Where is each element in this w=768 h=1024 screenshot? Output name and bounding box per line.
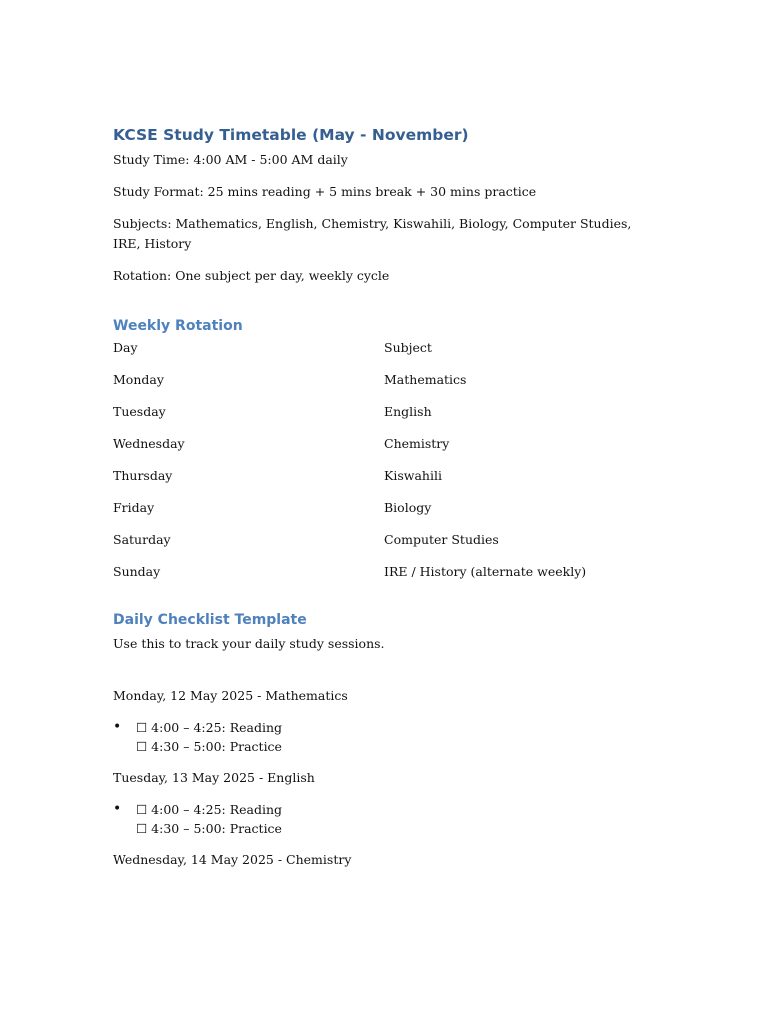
day-cell: Sunday (113, 564, 161, 579)
day-cell: Monday (113, 372, 164, 387)
table-row (113, 500, 653, 532)
document-body (113, 124, 653, 882)
column-header-day: Day (113, 340, 138, 355)
table-row (113, 532, 653, 564)
document-title: KCSE Study Timetable (May - November) (113, 126, 469, 144)
weekly-rotation-heading: Weekly Rotation (113, 318, 243, 334)
checklist-day-label: Tuesday, 13 May 2025 - English (113, 770, 315, 785)
day-cell: Thursday (113, 468, 173, 483)
bullet-icon: • (113, 719, 122, 735)
subject-cell: English (384, 404, 432, 419)
checklist-day-label: Monday, 12 May 2025 - Mathematics (113, 688, 348, 703)
subject-cell: IRE / History (alternate weekly) (384, 564, 587, 579)
table-row (113, 404, 653, 436)
subject-cell: Mathematics (384, 372, 467, 387)
day-cell: Tuesday (113, 404, 166, 419)
subject-cell: Kiswahili (384, 468, 442, 483)
day-cell: Friday (113, 500, 155, 515)
weekly-rotation-table (113, 340, 653, 596)
column-header-subject: Subject (384, 340, 432, 355)
study-time: Study Time: 4:00 AM - 5:00 AM daily (113, 152, 348, 167)
daily-checklist-heading: Daily Checklist Template (113, 612, 307, 628)
table-header-row (113, 340, 653, 372)
checklist-description: Use this to track your daily study sessions. (113, 636, 385, 651)
table-row (113, 468, 653, 500)
day-cell: Saturday (113, 532, 171, 547)
checklist-day-label: Wednesday, 14 May 2025 - Chemistry (113, 852, 352, 867)
subject-cell: Biology (384, 500, 432, 515)
checklist-item-practice[interactable]: ☐ 4:30 – 5:00: Practice (136, 821, 282, 836)
bullet-icon: • (113, 801, 122, 817)
checklist-item-practice[interactable]: ☐ 4:30 – 5:00: Practice (136, 739, 282, 754)
subject-cell: Chemistry (384, 436, 450, 451)
checklist-item-reading[interactable]: ☐ 4:00 – 4:25: Reading (136, 720, 283, 735)
list-item (113, 800, 653, 838)
subject-cell: Computer Studies (384, 532, 499, 547)
table-row (113, 436, 653, 468)
table-row (113, 372, 653, 404)
table-row (113, 564, 653, 596)
list-item (113, 718, 653, 756)
checklist-list (113, 800, 653, 838)
subjects-list: Subjects: Mathematics, English, Chemistry, Kiswahili, Biology, Computer Studies, IRE, History (113, 216, 632, 251)
study-format: Study Format: 25 mins reading + 5 mins break + 30 mins practice (113, 184, 537, 199)
rotation-note: Rotation: One subject per day, weekly cycle (113, 268, 390, 283)
checklist-list (113, 718, 653, 756)
checklist-item-reading[interactable]: ☐ 4:00 – 4:25: Reading (136, 802, 283, 817)
day-cell: Wednesday (113, 436, 185, 451)
